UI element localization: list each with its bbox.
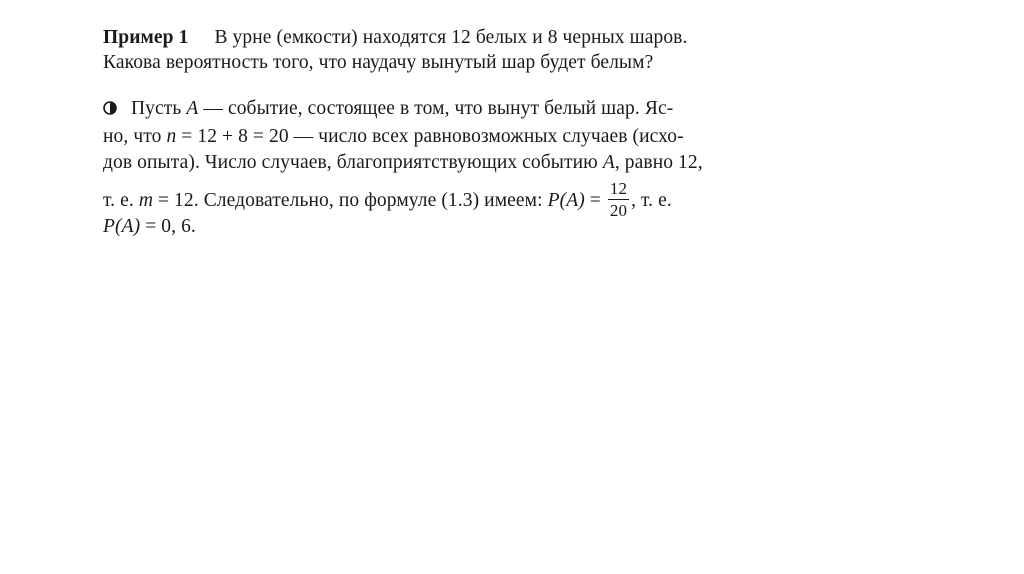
- math-variable: A: [602, 152, 615, 173]
- fraction: [608, 180, 629, 219]
- solution-line-4: т. е. m = 12. Следовательно, по формуле (1.3) имеем: P(A) = $\frac{12}{20}$ , т. е.: [103, 179, 672, 220]
- probability-result: = 0, 6.: [140, 216, 196, 237]
- proof-start-icon: [103, 101, 117, 115]
- probability-formula: P(A): [547, 189, 585, 211]
- solution-line-3: дов опыта). Число случаев, благоприятствующих событию A, равно 12,: [103, 152, 703, 173]
- math-variable: m: [138, 189, 153, 211]
- probability-formula: P(A): [103, 216, 141, 237]
- solution-line-2: но, что n = 12 + 8 = 20 — число всех равновозможных случаев (исхо-: [103, 126, 684, 147]
- example-problem-line-2: [103, 51, 653, 75]
- solution-line-1: Пусть A — событие, состоящее в том, что вынут белый шар. Яс-: [103, 97, 673, 121]
- problem-text-1: В урне (емкости) находятся 12 белых и 8 черных шаров.: [214, 27, 688, 48]
- math-variable: A: [186, 98, 199, 119]
- example-label: Пример 1: [103, 27, 189, 48]
- math-variable: n: [166, 126, 177, 147]
- fraction-denominator: 20: [609, 201, 628, 220]
- problem-text-2: Какова вероятность того, что наудачу вынутый шар будет белым?: [103, 52, 654, 73]
- example-problem-line-1: [103, 26, 687, 50]
- solution-line-5: [103, 215, 196, 239]
- fraction-numerator: 12: [609, 179, 628, 198]
